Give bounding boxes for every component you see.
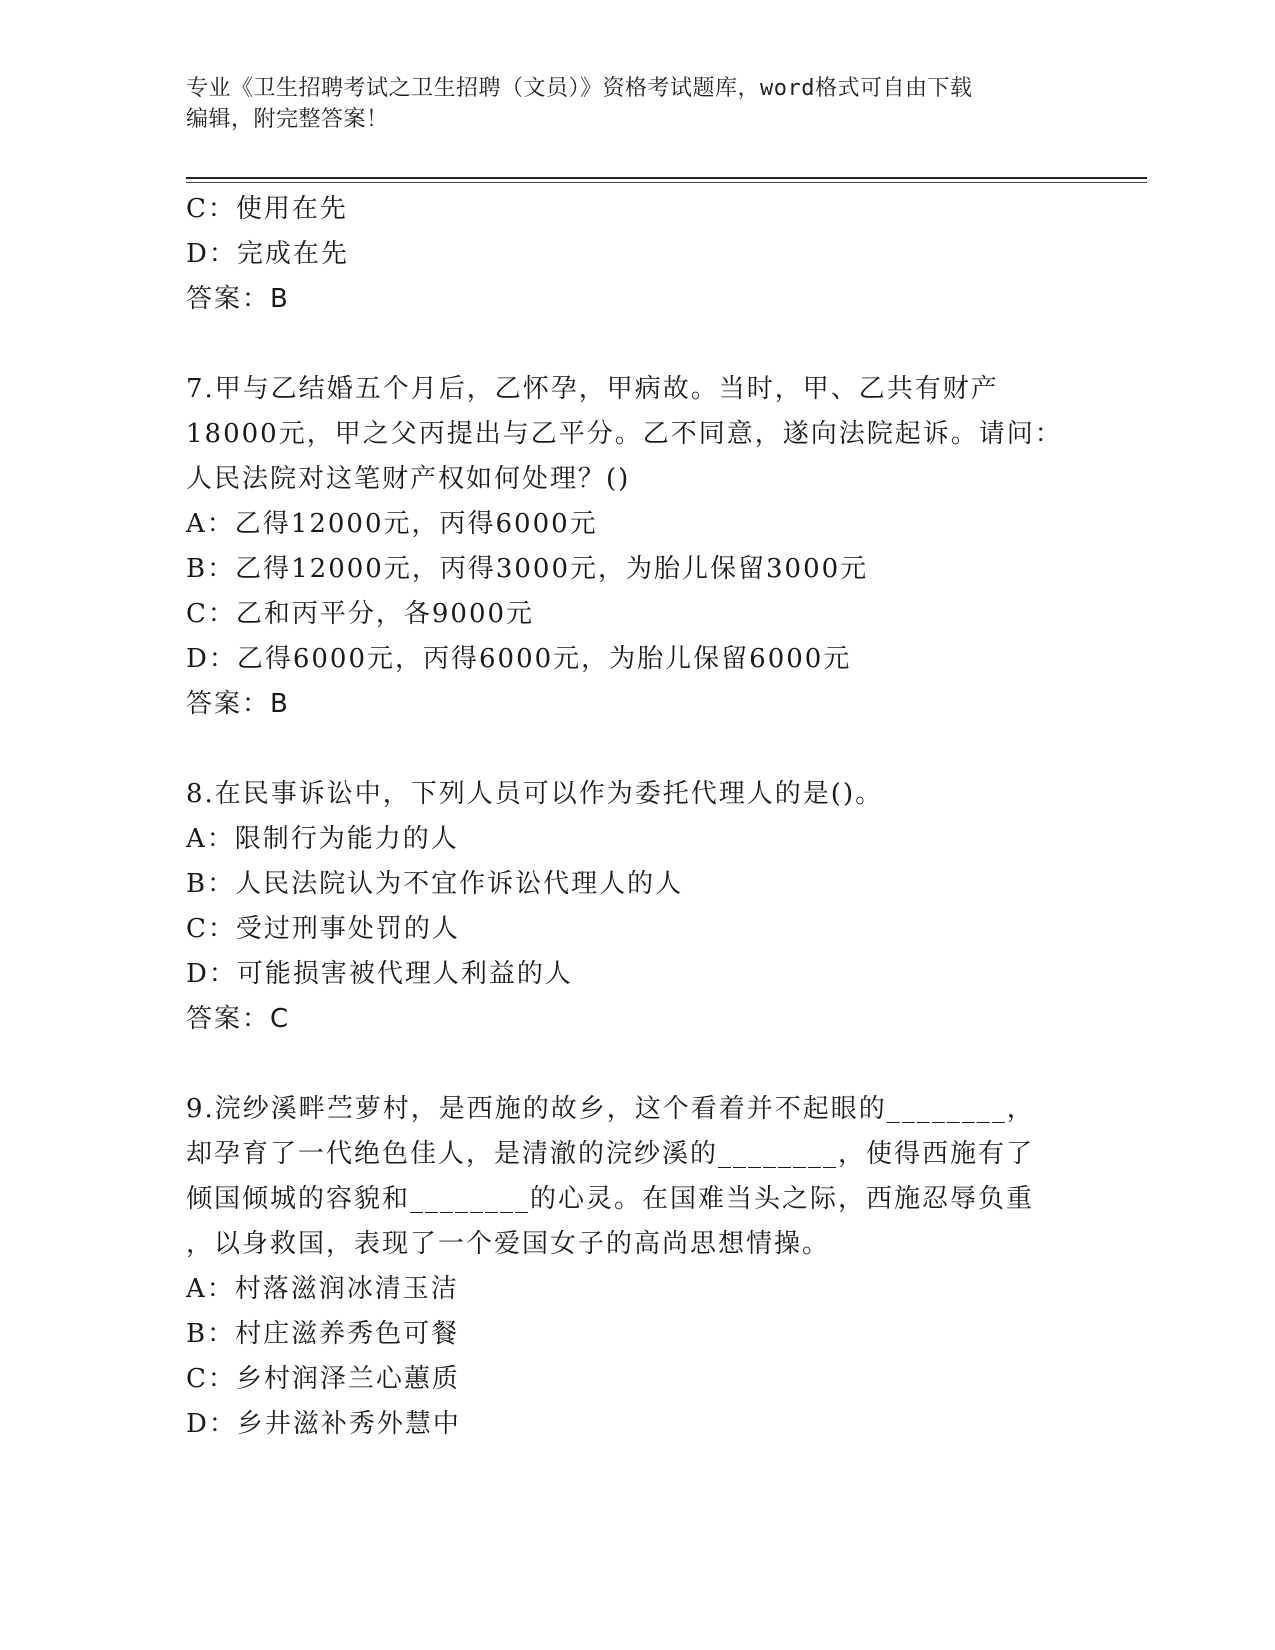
header-line-2: 编辑，附完整答案！ — [186, 107, 389, 132]
question-stem-line: 8.在民事诉讼中，下列人员可以作为委托代理人的是()。 — [186, 779, 884, 809]
question-stem-line: 18000元，甲之父丙提出与乙平分。乙不同意，遂向法院起诉。请问： — [186, 419, 1063, 449]
spacer — [186, 1042, 1086, 1087]
question-stem-line: 9.浣纱溪畔苎萝村，是西施的故乡，这个看着并不起眼的________， — [186, 1094, 1035, 1124]
option-c: C：受过刑事处罚的人 — [186, 914, 460, 944]
question-stem-line: 却孕育了一代绝色佳人，是清澈的浣纱溪的________，使得西施有了 — [186, 1139, 1035, 1169]
question-stem-line: 人民法院对这笔财产权如何处理？() — [186, 464, 631, 494]
spacer — [186, 322, 1086, 367]
option-d: D：完成在先 — [186, 239, 349, 269]
question-content — [186, 187, 1086, 1447]
question-stem-line: 7.甲与乙结婚五个月后，乙怀孕，甲病故。当时，甲、乙共有财产 — [186, 374, 999, 404]
answer-line: 答案：B — [186, 689, 290, 719]
question-9 — [186, 1087, 1086, 1447]
question-stem-line: 倾国倾城的容貌和________的心灵。在国难当头之际，西施忍辱负重 — [186, 1184, 1035, 1214]
option-b: B：乙得12000元，丙得3000元，为胎儿保留3000元 — [186, 554, 869, 584]
option-b: B：村庄滋养秀色可餐 — [186, 1319, 460, 1349]
answer-line: 答案：C — [186, 1004, 291, 1034]
header-divider-thin — [186, 182, 1147, 183]
question-7 — [186, 367, 1086, 727]
option-d: D：可能损害被代理人利益的人 — [186, 959, 573, 989]
option-c: C：使用在先 — [186, 194, 348, 224]
spacer — [186, 727, 1086, 772]
option-d: D：乙得6000元，丙得6000元，为胎儿保留6000元 — [186, 644, 852, 674]
prev-question-block — [186, 187, 1086, 322]
option-c: C：乙和丙平分，各9000元 — [186, 599, 535, 629]
header-divider-thick — [186, 177, 1147, 179]
question-8 — [186, 772, 1086, 1042]
page-header — [186, 73, 1066, 135]
option-b: B：人民法院认为不宜作诉讼代理人的人 — [186, 869, 684, 899]
header-line-1: 专业《卫生招聘考试之卫生招聘（文员）》资格考试题库，word格式可自由下载 — [186, 76, 973, 101]
option-a: A：乙得12000元，丙得6000元 — [186, 509, 598, 539]
option-a: A：村落滋润冰清玉洁 — [186, 1274, 459, 1304]
option-c: C：乡村润泽兰心蕙质 — [186, 1364, 460, 1394]
answer-line: 答案：B — [186, 284, 290, 314]
question-stem-line: ，以身救国，表现了一个爱国女子的高尚思想情操。 — [186, 1229, 831, 1259]
option-a: A：限制行为能力的人 — [186, 824, 459, 854]
option-d: D：乡井滋补秀外慧中 — [186, 1409, 461, 1439]
